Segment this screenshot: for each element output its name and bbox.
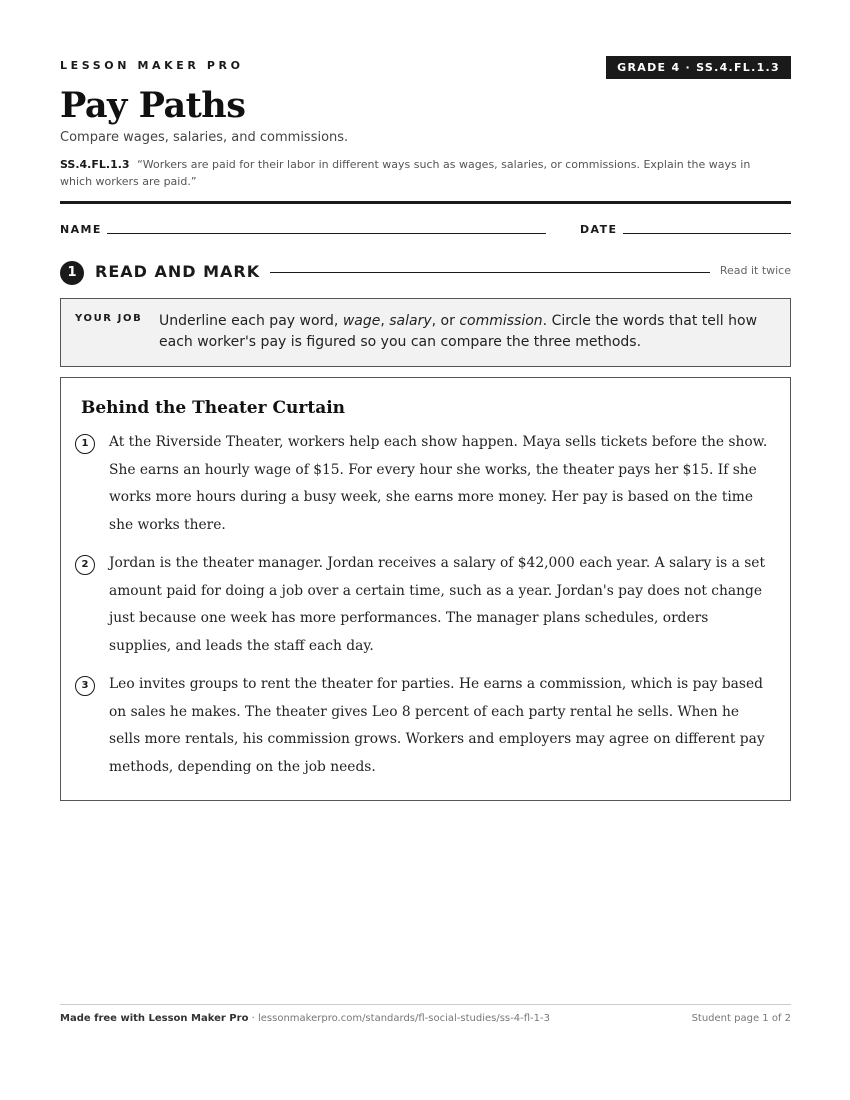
name-field[interactable]: [107, 233, 546, 234]
paragraph-text: Jordan is the theater manager. Jordan receives a salary of $42,000 each year. A salary is a set amount paid for doing a job over a certain time, such as a year. Jordan's pay does not change just because one week has more performances. The manager plans schedules, orders supplies, and leads the staff each day.: [109, 555, 765, 655]
paragraph-number: 3: [75, 676, 95, 696]
pay-word-salary: salary: [389, 313, 432, 329]
pay-word-commission: commission: [459, 313, 543, 329]
instructions-text: [159, 311, 769, 353]
standard-text: “Workers are paid for their labor in different ways such as wages, salaries, or commissions. Explain the ways in which workers are paid.”: [60, 158, 751, 188]
section-number-badge: 1: [60, 261, 84, 285]
instructions-sep-2: , or: [431, 313, 460, 329]
date-label: DATE: [580, 223, 618, 236]
standard-code: SS.4.FL.1.3: [60, 158, 130, 171]
instructions-label: YOUR JOB: [75, 313, 143, 324]
standard-statement: [60, 156, 760, 190]
section-rule: [270, 272, 710, 273]
footer-url[interactable]: · lessonmakerpro.com/standards/fl-social-studies/ss-4-fl-1-3: [248, 1013, 550, 1024]
instructions-sep-1: ,: [380, 313, 390, 329]
brand-name: LESSON MAKER PRO: [60, 59, 244, 72]
section-note: Read it twice: [719, 264, 791, 277]
reading-passage: [60, 377, 791, 801]
page-subtitle: Compare wages, salaries, and commissions.: [60, 130, 349, 145]
section-header: [60, 260, 791, 284]
passage-title: Behind the Theater Curtain: [81, 398, 346, 418]
name-label: NAME: [60, 223, 102, 236]
page-title: Pay Paths: [60, 85, 246, 126]
footer-made-with: Made free with Lesson Maker Pro: [60, 1013, 249, 1024]
footer-page-number: Student page 1 of 2: [691, 1013, 791, 1024]
grade-badge: GRADE 4 · SS.4.FL.1.3: [606, 56, 791, 79]
paragraph-number: 1: [75, 434, 95, 454]
paragraph-text: At the Riverside Theater, workers help each show happen. Maya sells tickets before the show. She earns an hourly wage of $15. For every hour she works, the theater pays her $15. If she works more hours during a busy week, she earns more money. Her pay is based on the time she works there.: [109, 434, 768, 534]
footer-divider: [60, 1004, 791, 1005]
paragraph-text: Leo invites groups to rent the theater for parties. He earns a commission, which is pay based on sales he makes. The theater gives Leo 8 percent of each party rental he sells. When he sells more rentals, his commission grows. Workers and employers may agree on different pay methods, depending on the job needs.: [109, 676, 765, 776]
footer-credit: [60, 1013, 550, 1024]
section-title: READ AND MARK: [95, 262, 261, 281]
top-bar: [60, 56, 791, 80]
instructions-box: [60, 298, 791, 367]
instructions-text-start: Underline each pay word,: [159, 313, 343, 329]
header-divider: [60, 201, 791, 204]
date-field[interactable]: [623, 233, 791, 234]
pay-word-wage: wage: [342, 313, 381, 329]
paragraph-number: 2: [75, 555, 95, 575]
name-date-row: [60, 222, 791, 238]
instructions-text-end: . Circle the words that tell how each worker's pay is figured so you can compare the three methods.: [159, 313, 758, 350]
